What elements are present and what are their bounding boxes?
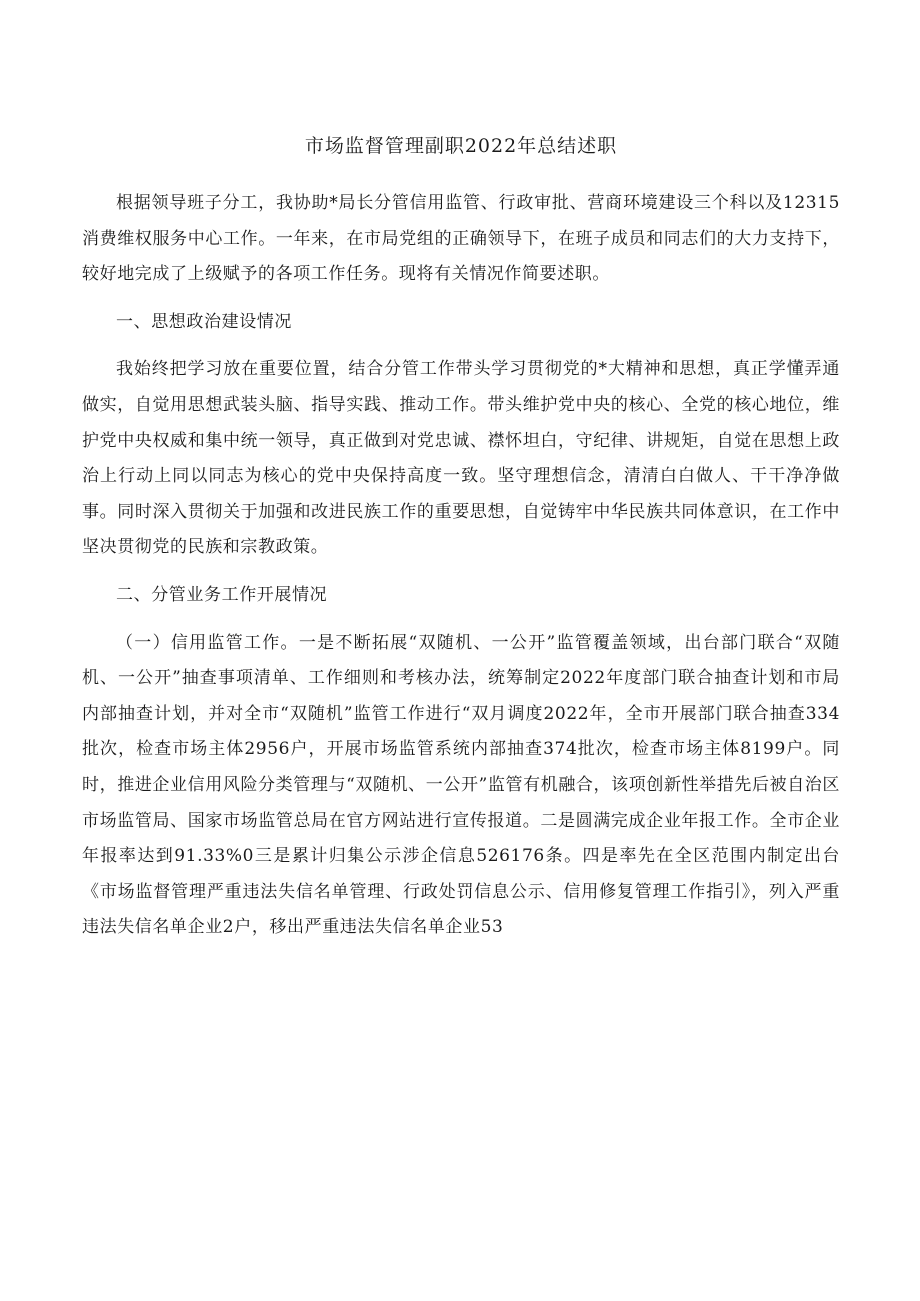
intro-paragraph: 根据领导班子分工，我协助*局长分管信用监管、行政审批、营商环境建设三个科以及12315消费维权服务中心工作。一年来，在市局党组的正确领导下，在班子成员和同志们的大力支持下，较好地完成了上级赋予的各项工作任务。现将有关情况作简要述职。 (82, 193, 840, 285)
document-page (82, 128, 840, 946)
section-heading-political: 一、思想政治建设情况 (116, 311, 292, 332)
section-heading-business: 二、分管业务工作开展情况 (116, 584, 328, 605)
document-title: 市场监督管理副职2022年总结述职 (304, 135, 618, 157)
section-body-credit-supervision: （一）信用监管工作。一是不断拓展“双随机、一公开”监管覆盖领域，出台部门联合“双随机、一公开”抽查事项清单、工作细则和考核办法，统筹制定2022年度部门联合抽查计划和市局内部抽查计划，并对全市“双随机”监管工作进行“双月调度2022年，全市开展部门联合抽查334批次，检查市场主体2956户，开展市场监管系统内部抽查374批次，检查市场主体8199户。同时，推进企业信用风险分类管理与“双随机、一公开”监管有机融合，该项创新性举措先后被自治区市场监管局、国家市场监管总局在官方网站进行宣传报道。二是圆满完成企业年报工作。全市企业年报率达到91.33%0三是累计归集公示涉企信息526176条。四是率先在全区范围内制定出台《市场监督管理严重违法失信名单管理、行政处罚信息公示、信用修复管理工作指引》，列入严重违法失信名单企业2户，移出严重违法失信名单企业53 (82, 632, 840, 938)
section-body-political: 我始终把学习放在重要位置，结合分管工作带头学习贯彻党的*大精神和思想，真正学懂弄通做实，自觉用思想武装头脑、指导实践、推动工作。带头维护党中央的核心、全党的核心地位，维护党中央权威和集中统一领导，真正做到对党忠诚、襟怀坦白，守纪律、讲规矩，自觉在思想上政治上行动上同以同志为核心的党中央保持高度一致。坚守理想信念，清清白白做人、干干净净做事。同时深入贯彻关于加强和改进民族工作的重要思想，自觉铸牢中华民族共同体意识，在工作中坚决贯彻党的民族和宗教政策。 (82, 359, 840, 558)
